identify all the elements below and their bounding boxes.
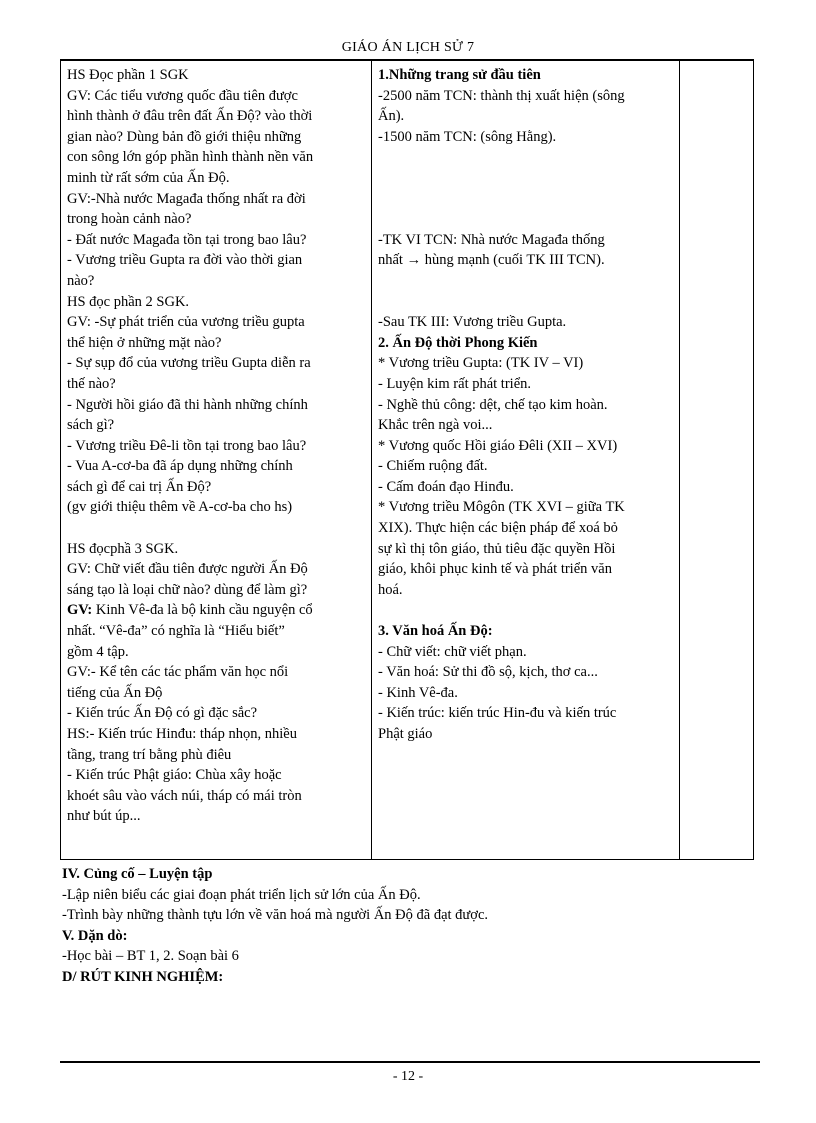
- text-line: [378, 271, 673, 292]
- text-line: nào?: [67, 272, 95, 289]
- text-line: GV: Chữ viết đầu tiên được người Ấn Độ: [67, 561, 308, 578]
- text-line: - Kiến trúc Ấn Độ có gì đặc sắc?: [67, 705, 258, 722]
- text-line: tầng, trang trí bằng phù điêu: [67, 746, 232, 763]
- text-line: giáo, khôi phục kinh tế và phát triển văn: [378, 561, 612, 578]
- text-line: - Nghề thủ công: dệt, chế tạo kim hoàn.: [378, 396, 608, 413]
- text-line: sáng tạo là loại chữ nào? dùng để làm gì?: [67, 581, 308, 598]
- text-line: V. Dặn dò:: [62, 927, 128, 944]
- text-line: sách gì để cai trị Ấn Độ?: [67, 478, 212, 495]
- text-line: nhất → hùng mạnh (cuối TK III TCN).: [378, 252, 605, 269]
- text-line: [378, 168, 673, 189]
- text-line: minh từ rất sớm của Ấn Độ.: [67, 169, 230, 186]
- text-line: con sông lớn góp phần hình thành nền văn: [67, 149, 314, 166]
- text-line: XIX). Thực hiện các biện pháp để xoá bỏ: [378, 520, 618, 537]
- text-line: [378, 600, 673, 621]
- text-line: thể hiện ở những mặt nào?: [67, 334, 222, 351]
- text-line: [378, 292, 673, 313]
- text-line: GV:- Kể tên các tác phẩm văn học nổi: [67, 664, 289, 681]
- text-line: 1.Những trang sử đầu tiên: [378, 67, 541, 83]
- text-line: Ấn).: [378, 108, 405, 125]
- text-line: - Kiến trúc Phật giáo: Chùa xây hoặc: [67, 767, 282, 784]
- text-line: [378, 209, 673, 230]
- footer-rule: [60, 1061, 760, 1063]
- left-column-text: [67, 65, 365, 827]
- text-line: HS Đọc phần 1 SGK: [67, 67, 189, 83]
- text-line: - Kiến trúc: kiến trúc Hin-đu và kiến trúc: [378, 705, 617, 722]
- text-line: 3. Văn hoá Ấn Độ:: [378, 623, 493, 640]
- text-line: tiếng của Ấn Độ: [67, 684, 163, 701]
- text-line: [67, 600, 365, 621]
- text-line: gồm 4 tập.: [67, 643, 129, 660]
- lesson-table: [60, 60, 754, 860]
- text-line: * Vương triều Môgôn (TK XVI – giữa TK: [378, 499, 625, 516]
- text-line: Khắc trên ngà voi...: [378, 417, 493, 434]
- text-line: (gv giới thiệu thêm về A-cơ-ba cho hs): [67, 499, 293, 516]
- text-line: Phật giáo: [378, 726, 433, 742]
- text-line: -1500 năm TCN: (sông Hằng).: [378, 128, 557, 145]
- text-line: [378, 189, 673, 210]
- page-header-title: GIÁO ÁN LỊCH SỬ 7: [341, 40, 475, 55]
- summary-section: [62, 864, 754, 988]
- text-line: -Lập niên biểu các giai đoạn phát triển lịch sử lớn của Ấn Độ.: [62, 886, 421, 903]
- text-line: thế nào?: [67, 375, 116, 392]
- text-line: HS đọcphầ 3 SGK.: [67, 540, 179, 557]
- text-line: sách gì?: [67, 417, 115, 434]
- text-line: - Người hồi giáo đã thi hành những chính: [67, 396, 308, 413]
- text-line: hoá.: [378, 581, 403, 598]
- text-line: - Vua A-cơ-ba đã áp dụng những chính: [67, 458, 293, 475]
- text-line: -Học bài – BT 1, 2. Soạn bài 6: [62, 948, 239, 965]
- text-line: hình thành ở đâu trên đất Ấn Độ? vào thời: [67, 108, 313, 125]
- text-line: khoét sâu vào vách núi, tháp có mái tròn: [67, 787, 302, 804]
- lesson-content-cell: [372, 61, 680, 860]
- text-line: [67, 518, 365, 539]
- table-row: [61, 61, 754, 860]
- mid-column-text: [378, 65, 673, 745]
- text-line: -TK VI TCN: Nhà nước Magađa thống: [378, 231, 605, 248]
- text-line: nhất. “Vê-đa” có nghĩa là “Hiểu biết”: [67, 623, 285, 640]
- text-line: - Kinh Vê-đa.: [378, 684, 458, 701]
- text-line: - Văn hoá: Sử thi đồ sộ, kịch, thơ ca...: [378, 664, 598, 681]
- text-line: như bút úp...: [67, 808, 141, 825]
- text-line: -Sau TK III: Vương triều Gupta.: [378, 314, 567, 331]
- text-line: sự kì thị tôn giáo, thủ tiêu đặc quyền Hồi: [378, 540, 616, 557]
- text-line: [378, 147, 673, 168]
- text-line: - Cấm đoán đạo Hinđu.: [378, 478, 514, 495]
- text-line: * Vương triều Gupta: (TK IV – VI): [378, 355, 584, 372]
- text-line: - Luyện kim rất phát triển.: [378, 375, 532, 392]
- text-line: - Chiếm ruộng đất.: [378, 458, 488, 475]
- text-line: HS đọc phần 2 SGK.: [67, 293, 190, 310]
- text-line: IV. Củng cố – Luyện tập: [62, 866, 213, 882]
- text-line: - Vương triều Gupta ra đời vào thời gian: [67, 252, 303, 269]
- text-line: HS:- Kiến trúc Hinđu: tháp nhọn, nhiều: [67, 726, 297, 742]
- text-line: - Sự sụp đổ của vương triều Gupta diễn ra: [67, 355, 311, 372]
- text-line: trong hoàn cảnh nào?: [67, 211, 192, 228]
- text-line: - Vương triều Đê-li tồn tại trong bao lâu?: [67, 437, 307, 454]
- text-line: gian nào? Dùng bản đồ giới thiệu những: [67, 128, 302, 145]
- line-text: Kinh Vê-đa là bộ kinh cầu nguyện cổ: [95, 602, 313, 619]
- text-line: * Vương quốc Hồi giáo Đêli (XII – XVI): [378, 437, 618, 454]
- text-line: GV: -Sự phát triển của vương triều gupta: [67, 314, 305, 331]
- text-line: 2. Ấn Độ thời Phong Kiến: [378, 334, 538, 351]
- text-line: - Đất nước Magađa tồn tại trong bao lâu?: [67, 231, 307, 248]
- text-line: -2500 năm TCN: thành thị xuất hiện (sông: [378, 87, 625, 104]
- text-line: GV: Các tiểu vương quốc đầu tiên được: [67, 87, 298, 104]
- page-number: - 12 -: [392, 1069, 424, 1084]
- notes-cell: [680, 61, 754, 860]
- teacher-student-activities-cell: [61, 61, 372, 860]
- speaker-prefix: GV:: [67, 602, 96, 619]
- text-line: GV:-Nhà nước Magađa thống nhất ra đời: [67, 190, 306, 207]
- text-line: D/ RÚT KINH NGHIỆM:: [62, 968, 224, 985]
- text-line: - Chữ viết: chữ viết phạn.: [378, 643, 527, 660]
- text-line: -Trình bày những thành tựu lớn về văn hoá mà người Ấn Độ đã đạt được.: [62, 907, 489, 924]
